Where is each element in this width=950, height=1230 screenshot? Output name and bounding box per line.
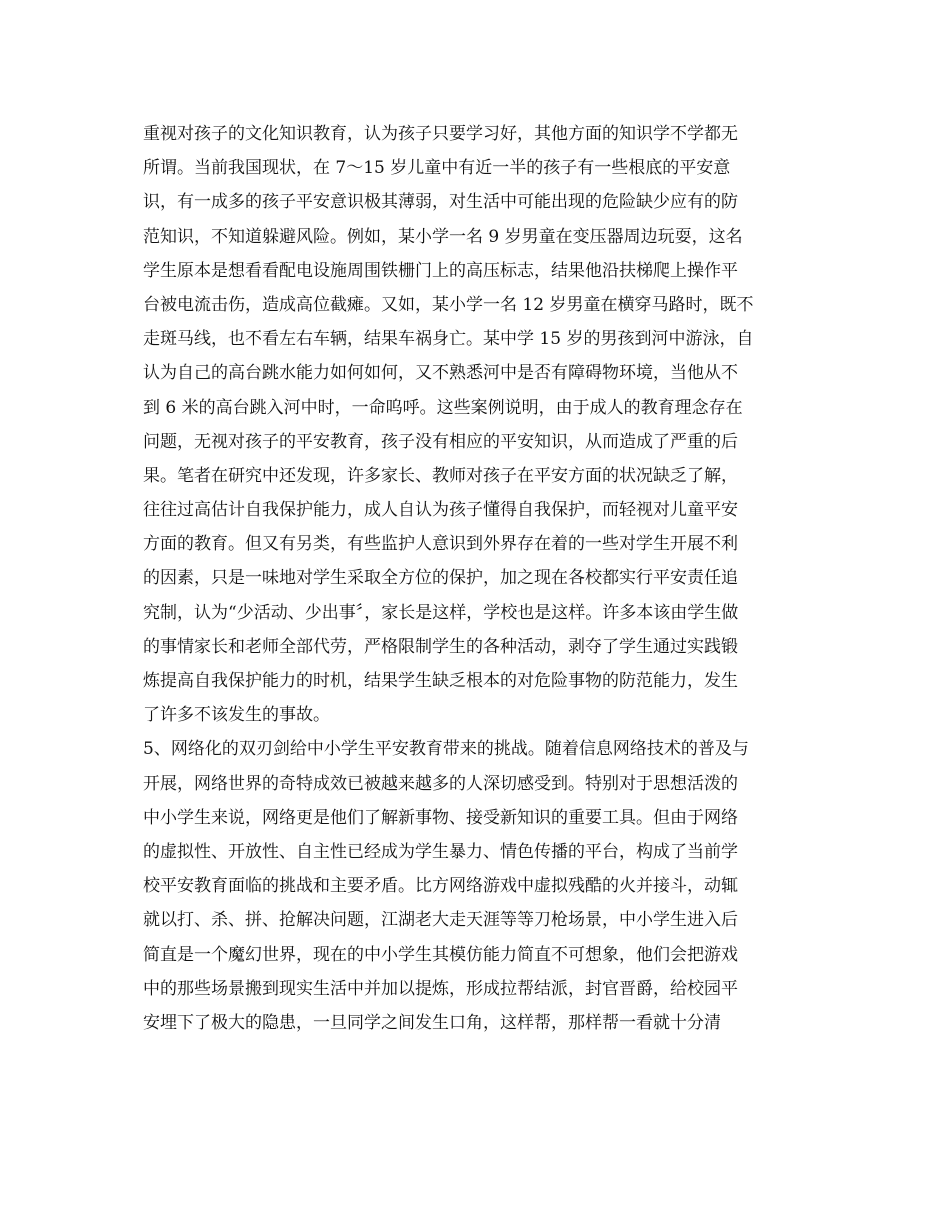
text-line: 走斑马线，也不看左右车辆，结果车祸身亡。某中学 15 岁的男孩到河中游泳，自 bbox=[143, 329, 754, 350]
text-line: 的因素，只是一味地对学生采取全方位的保护，加之现在各校都实行平安责任追 bbox=[143, 568, 738, 589]
text-line: 果。笔者在研究中还发现，许多家长、教师对孩子在平安方面的状况缺乏了解， bbox=[143, 465, 738, 486]
text-line: 炼提高自我保护能力的时机，结果学生缺乏根本的对危险事物的防范能力，发生 bbox=[143, 671, 738, 691]
text-line: 台被电流击伤，造成高位截瘫。又如，某小学一名 12 岁男童在横穿马路时，既不 bbox=[143, 294, 754, 315]
text-line: 所谓。当前我国现状，在 7～15 岁儿童中有近一半的孩子有一些根底的平安意 bbox=[143, 158, 731, 179]
text-line: 问题，无视对孩子的平安教育，孩子没有相应的平安知识，从而造成了严重的后 bbox=[143, 431, 738, 452]
text-line: 简直是一个魔幻世界，现在的中小学生其模仿能力简直不可想象，他们会把游戏 bbox=[143, 944, 738, 965]
text-line: 往往过高估计自我保护能力，成人自认为孩子懂得自我保护，而轻视对儿童平安 bbox=[143, 500, 738, 521]
text-line: 范知识，不知道躲避风险。例如，某小学一名 9 岁男童在变压器周边玩耍，这名 bbox=[143, 226, 743, 247]
text-line: 了许多不该发生的事故。 bbox=[143, 705, 330, 726]
text-line: 重视对孩子的文化知识教育，认为孩子只要学习好，其他方面的知识学不学都无 bbox=[143, 124, 738, 144]
text-line: 5、网络化的双刃剑给中小学生平安教育带来的挑战。随着信息网络技术的普及与 bbox=[143, 739, 749, 760]
text-line: 中的那些场景搬到现实生活中并加以提炼，形成拉帮结派，封官晋爵，给校园平 bbox=[143, 978, 738, 999]
text-line: 学生原本是想看看配电设施周围铁栅门上的高压标志，结果他沿扶梯爬上操作平 bbox=[143, 260, 738, 281]
text-line: 校平安教育面临的挑战和主要矛盾。比方网络游戏中虚拟残酷的火并接斗，动辄 bbox=[143, 876, 738, 897]
text-line: 的虚拟性、开放性、自主性已经成为学生暴力、情色传播的平台，构成了当前学 bbox=[143, 841, 738, 862]
text-line: 方面的教育。但又有另类，有些监护人意识到外界存在着的一些对学生开展不利 bbox=[143, 534, 738, 555]
text-line: 认为自己的高台跳水能力如何如何，又不熟悉河中是否有障碍物环境，当他从不 bbox=[143, 363, 738, 384]
text-line: 到 6 米的高台跳入河中时，一命呜呼。这些案例说明，由于成人的教育理念存在 bbox=[143, 397, 743, 418]
text-line: 开展，网络世界的奇特成效已被越来越多的人深切感受到。特别对于思想活泼的 bbox=[143, 773, 738, 794]
text-line: 究制，认为“少活动、少出事〞，家长是这样，学校也是这样。许多本该由学生做 bbox=[143, 602, 739, 623]
text-line: 中小学生来说，网络更是他们了解新事物、接受新知识的重要工具。但由于网络 bbox=[143, 807, 738, 828]
text-line: 安埋下了极大的隐患，一旦同学之间发生口角，这样帮，那样帮一看就十分清 bbox=[143, 1012, 721, 1033]
body-text bbox=[143, 117, 813, 1040]
text-line: 就以打、杀、拼、抢解决问题，江湖老大走天涯等等刀枪场景，中小学生进入后 bbox=[143, 910, 738, 931]
text-line: 识，有一成多的孩子平安意识极其薄弱，对生活中可能出现的危险缺少应有的防 bbox=[143, 192, 738, 213]
text-line: 的事情家长和老师全部代劳，严格限制学生的各种活动，剥夺了学生通过实践锻 bbox=[143, 636, 738, 657]
